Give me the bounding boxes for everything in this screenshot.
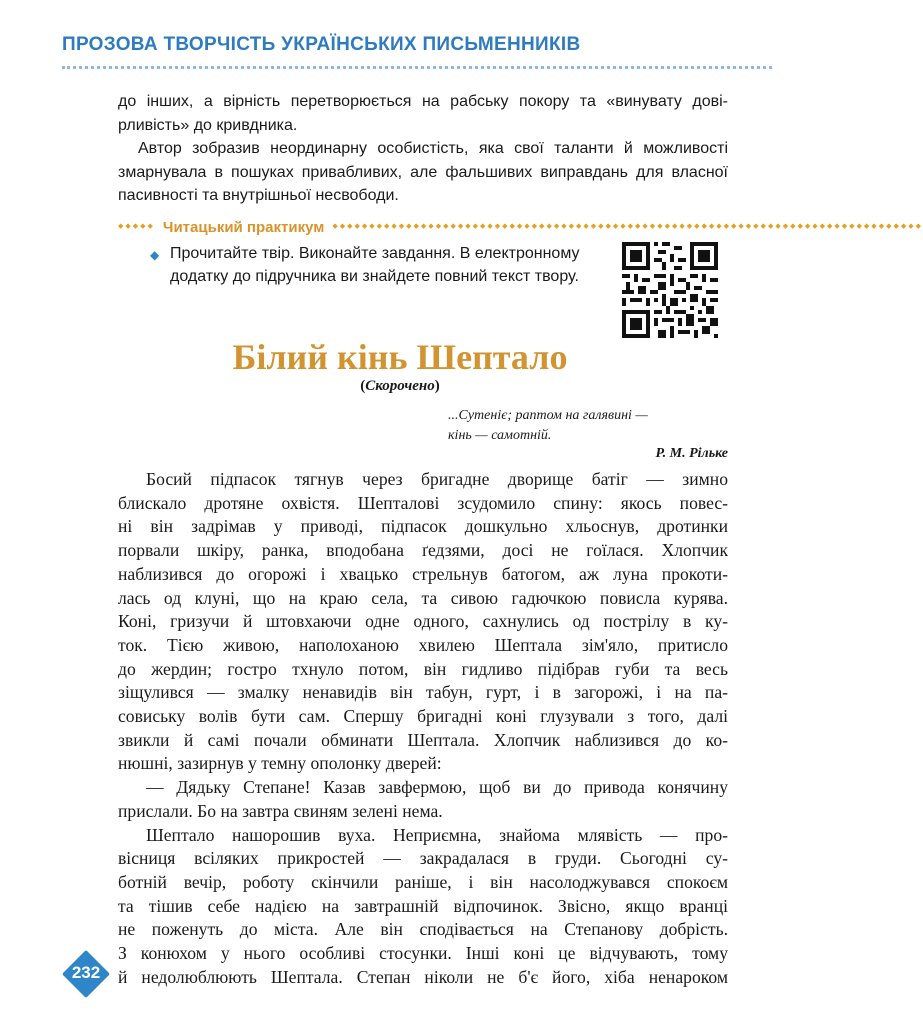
text-line: не поженуть до міста. Але він сподівається на Степанову добрість. bbox=[118, 919, 728, 940]
intro-line: змарнувала в пошуках привабливих, але фальшивих виправдань для власної bbox=[118, 163, 728, 181]
page-number-badge bbox=[62, 950, 110, 998]
story-text bbox=[118, 468, 728, 989]
practicum-heading bbox=[118, 218, 923, 236]
task-line: Прочитайте твір. Виконайте завдання. В електронному bbox=[170, 245, 580, 262]
text-line: звикли й самі почали обминати Шептала. Хлопчик наблизився до ко- bbox=[118, 729, 728, 750]
qr-code-icon[interactable] bbox=[622, 242, 718, 338]
text-line: до жердин; гостро тхнуло потом, він гидливо підібрав губи та весь bbox=[118, 658, 728, 679]
header-divider bbox=[62, 66, 772, 69]
running-header: ПРОЗОВА ТВОРЧІСТЬ УКРАЇНСЬКИХ ПИСЬМЕННИКІВ bbox=[62, 34, 581, 55]
epigraph-line: кінь — самотній. bbox=[448, 428, 552, 443]
epigraph-line: ...Сутеніє; раптом на галявині — bbox=[448, 408, 648, 423]
text-line: та тішив себе надією на завтрашній відпочинок. Звісно, якщо вранці bbox=[118, 895, 728, 916]
text-line: — Дядьку Степане! Казав завфермою, щоб ви до привода конячину bbox=[146, 777, 728, 798]
text-line: Шептало нашорошив вуха. Неприємна, знайома млявість — про- bbox=[146, 824, 728, 845]
task-line: додатку до підручника ви знайдете повний текст твору. bbox=[170, 268, 579, 285]
intro-line: до інших, а вірність перетворюється на рабську покору та «винувату дові- bbox=[118, 93, 728, 110]
text-line: Коні, гризучи й штовхаючи одне одного, сахнулись од пострілу в ку- bbox=[118, 611, 728, 632]
text-line: наблизився до огорожі і хвацько стрельнув батогом, аж луна прокоти- bbox=[118, 563, 728, 584]
subtitle-paren-close: ) bbox=[434, 378, 440, 394]
bullet-diamond-icon: ◆ bbox=[150, 248, 160, 262]
intro-line: Автор зобразив неординарну особистість, яка свої таланти й можливості bbox=[138, 140, 728, 157]
work-subtitle bbox=[0, 378, 800, 395]
page-number: 232 bbox=[71, 963, 101, 982]
text-line: нюшні, зазирнув у темну ополонку дверей: bbox=[118, 753, 442, 774]
text-line: блискало дротяне охвістя. Шепталові зсудомило спину: якось повес- bbox=[118, 492, 728, 513]
intro-line: пасивності та внутрішньої несвободи. bbox=[118, 187, 399, 204]
text-line: ботній вечір, роботу скінчили раніше, і він насолоджувався спокоєм bbox=[118, 871, 728, 892]
intro-text bbox=[118, 90, 728, 208]
task-text bbox=[170, 242, 610, 288]
practicum-title: Читацький практикум bbox=[162, 218, 325, 236]
text-line: прислали. Бо на завтра свиням зелені нема. bbox=[118, 800, 443, 821]
epigraph bbox=[448, 406, 728, 446]
text-line: совиську волів бути сам. Спершу бригадні коні глузували з того, далі bbox=[118, 706, 728, 727]
subtitle-paren-open: ( bbox=[360, 378, 366, 394]
work-title: Білий кінь Шептало bbox=[232, 337, 568, 377]
intro-line: рливість» до кривдника. bbox=[118, 116, 298, 134]
text-line: й недолюблюють Шептала. Степан ніколи не б'є його, хіба ненароком bbox=[118, 966, 728, 987]
text-line: порвали шкіру, ранка, вподобана ґедзями, досі не гоїлася. Хлопчик bbox=[118, 540, 728, 561]
text-line: ток. Тією живою, наполоханою хвилею Шептала зім'яло, притисло bbox=[118, 634, 728, 655]
dotted-ornament: ◆◆◆◆◆◆◆◆◆◆◆◆◆◆◆◆◆◆◆◆◆◆◆◆◆◆◆◆◆◆◆◆◆◆◆◆◆◆◆◆◆◆◆◆◆◆◆◆◆◆◆◆◆◆◆◆◆◆◆◆◆◆◆◆◆◆◆◆◆◆◆◆◆◆◆◆◆◆◆◆ bbox=[332, 223, 923, 230]
diamond-ornament-icon: ◆◆◆◆◆ bbox=[118, 223, 155, 230]
epigraph-author: Р. М. Рільке bbox=[655, 446, 728, 461]
text-line: ні він задрімав у приводі, підпасок дошкульно хльоснув, дротинки bbox=[118, 516, 728, 537]
text-line: З конюхом у нього особливі стосунки. Інші коні це відчувають, тому bbox=[118, 943, 728, 964]
text-line: зіщулився — змалку ненавидів він табун, гурт, і в загорожі, і на па- bbox=[118, 682, 728, 703]
text-line: вісниця всіляких прикростей — закрадалася в груди. Сьогодні су- bbox=[118, 848, 728, 869]
subtitle-text: Скорочено bbox=[365, 378, 435, 394]
text-line: Босий підпасок тягнув через бригадне дворище батіг — зимно bbox=[146, 469, 728, 489]
text-line: лась од клуні, що на краю села, та сивою гадючкою повисла курява. bbox=[118, 587, 728, 608]
